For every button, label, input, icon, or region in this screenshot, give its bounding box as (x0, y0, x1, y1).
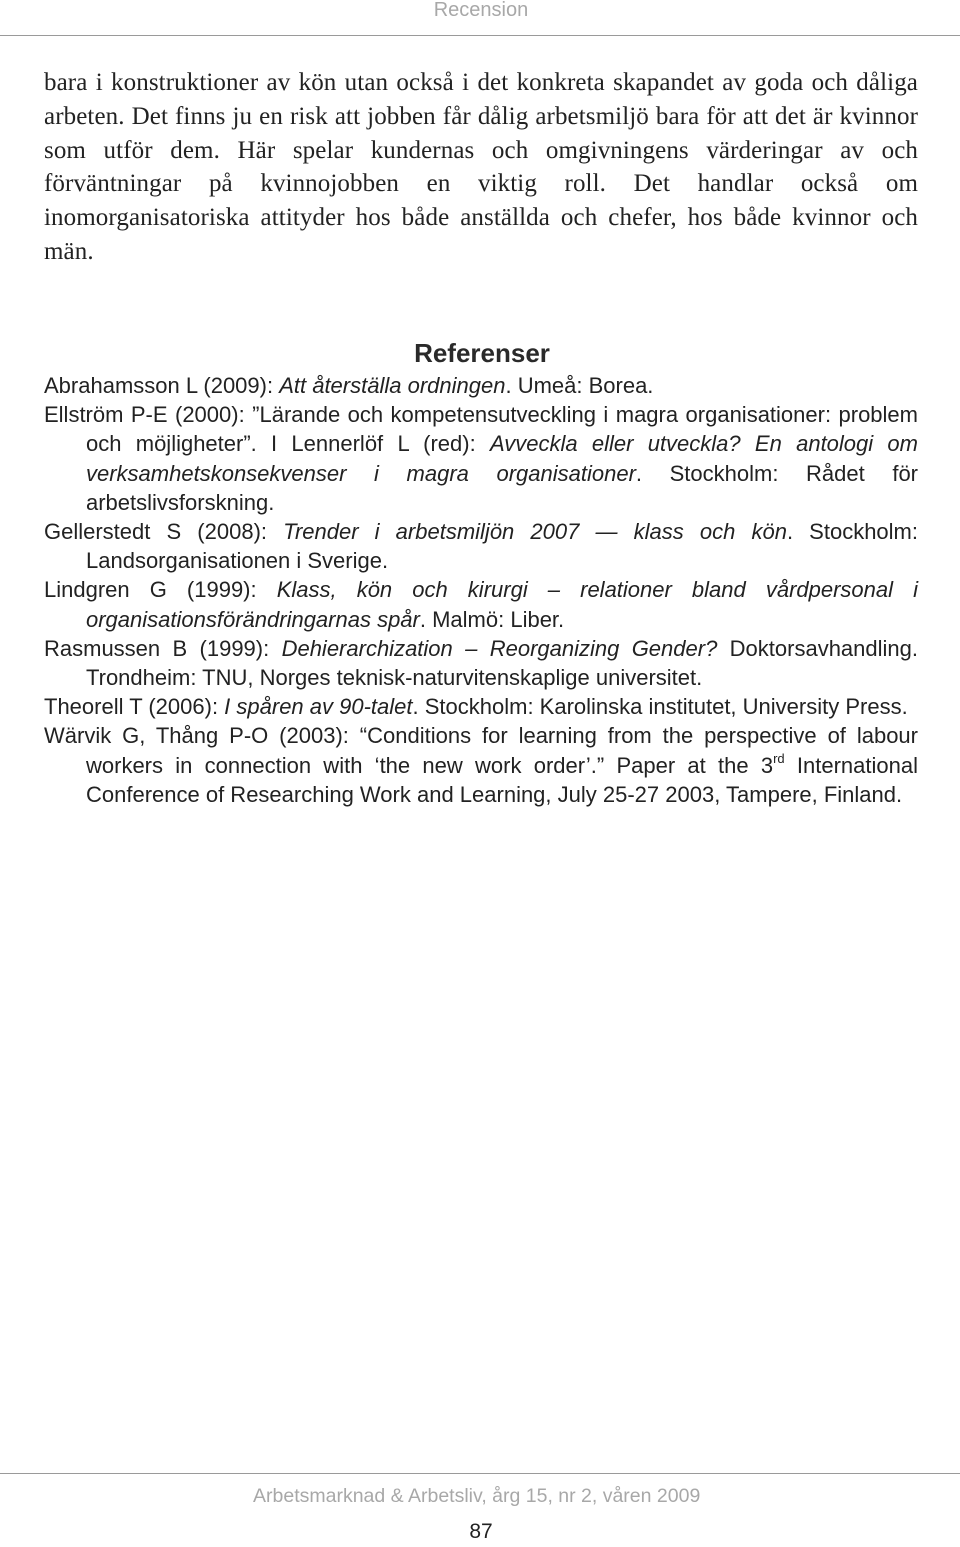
page-number: 87 (469, 1520, 493, 1543)
reference-author: Gellerstedt S (2008): (44, 519, 284, 545)
reference-paper-title: “Conditions for learning from the perspective of labour workers in connection with ‘the new work order’.” Paper at the 3 (86, 723, 918, 778)
reference-entry (44, 634, 918, 692)
reference-chapter: ”Lärande och kompetensutveckling i magra organisationer: problem och möjligheter”. I Lennerlöf L (red): (86, 402, 918, 457)
reference-details: International Conference of Researching Work and Learning, July 25-27 2003, Tampere, Finland. (86, 752, 918, 807)
reference-details: . Stockholm: Rådet för arbetslivsforskning. (86, 460, 918, 515)
reference-title: Trender i arbetsmiljön 2007 — klass och kön (283, 519, 787, 545)
reference-entry (44, 692, 918, 721)
reference-details: . Stockholm: Karolinska institutet, University Press. (412, 694, 908, 720)
reference-entry (44, 517, 918, 575)
reference-details: . Umeå: Borea. (505, 373, 654, 398)
reference-details: . Malmö: Liber. (419, 606, 565, 632)
reference-author: Abrahamsson L (2009): (44, 373, 280, 398)
reference-author: Theorell T (2006): (44, 694, 225, 720)
reference-entry (44, 575, 918, 633)
footer-divider (0, 1473, 960, 1474)
reference-author: Lindgren G (1999): (44, 577, 277, 603)
reference-author: Wärvik G, Thång P-O (2003): (44, 723, 360, 749)
reference-entry (44, 721, 918, 809)
reference-details: . Stockholm: Landsorganisationen i Sverige. (86, 519, 918, 574)
reference-author: Ellström P-E (2000): (44, 402, 253, 428)
header-divider (0, 35, 960, 36)
reference-list (44, 371, 918, 809)
reference-title: Klass, kön och kirurgi – relationer bland vårdpersonal i organisationsförändringarnas spår (86, 577, 918, 632)
reference-title: Dehierarchization – Reorganizing Gender? (281, 635, 718, 661)
journal-footer: Arbetsmarknad & Arbetsliv, årg 15, nr 2, våren 2009 (253, 1485, 701, 1507)
references-heading: Referenser (414, 338, 550, 368)
reference-title: I spåren av 90-talet (224, 694, 413, 720)
body-paragraph: bara i konstruktioner av kön utan också i det konkreta skapandet av goda och dåliga arbeten. Det finns ju en risk att jobben får dålig arbetsmiljö bara för att det är kvinnor som utför dem. Här spelar kundernas och omgivningens värderingar av och förväntningar på kvinnojobben en viktig roll. Det handlar också om inomorganisatoriska attityder hos både anställda och chefer, hos både kvinnor och män. (44, 69, 918, 265)
reference-entry (44, 400, 918, 517)
ordinal-suffix: rd (773, 750, 785, 766)
reference-author: Rasmussen B (1999): (44, 635, 282, 661)
reference-details: Doktorsavhandling. Trondheim: TNU, Norges teknisk-naturvitenskaplige universitet. (86, 635, 918, 691)
reference-entry (44, 371, 918, 400)
reference-title: Att återställa ordningen (279, 373, 506, 398)
running-header: Recension (433, 0, 529, 21)
reference-title: Avveckla eller utveckla? En antologi om verksamhetskonsekvenser i magra organisationer (86, 431, 918, 486)
